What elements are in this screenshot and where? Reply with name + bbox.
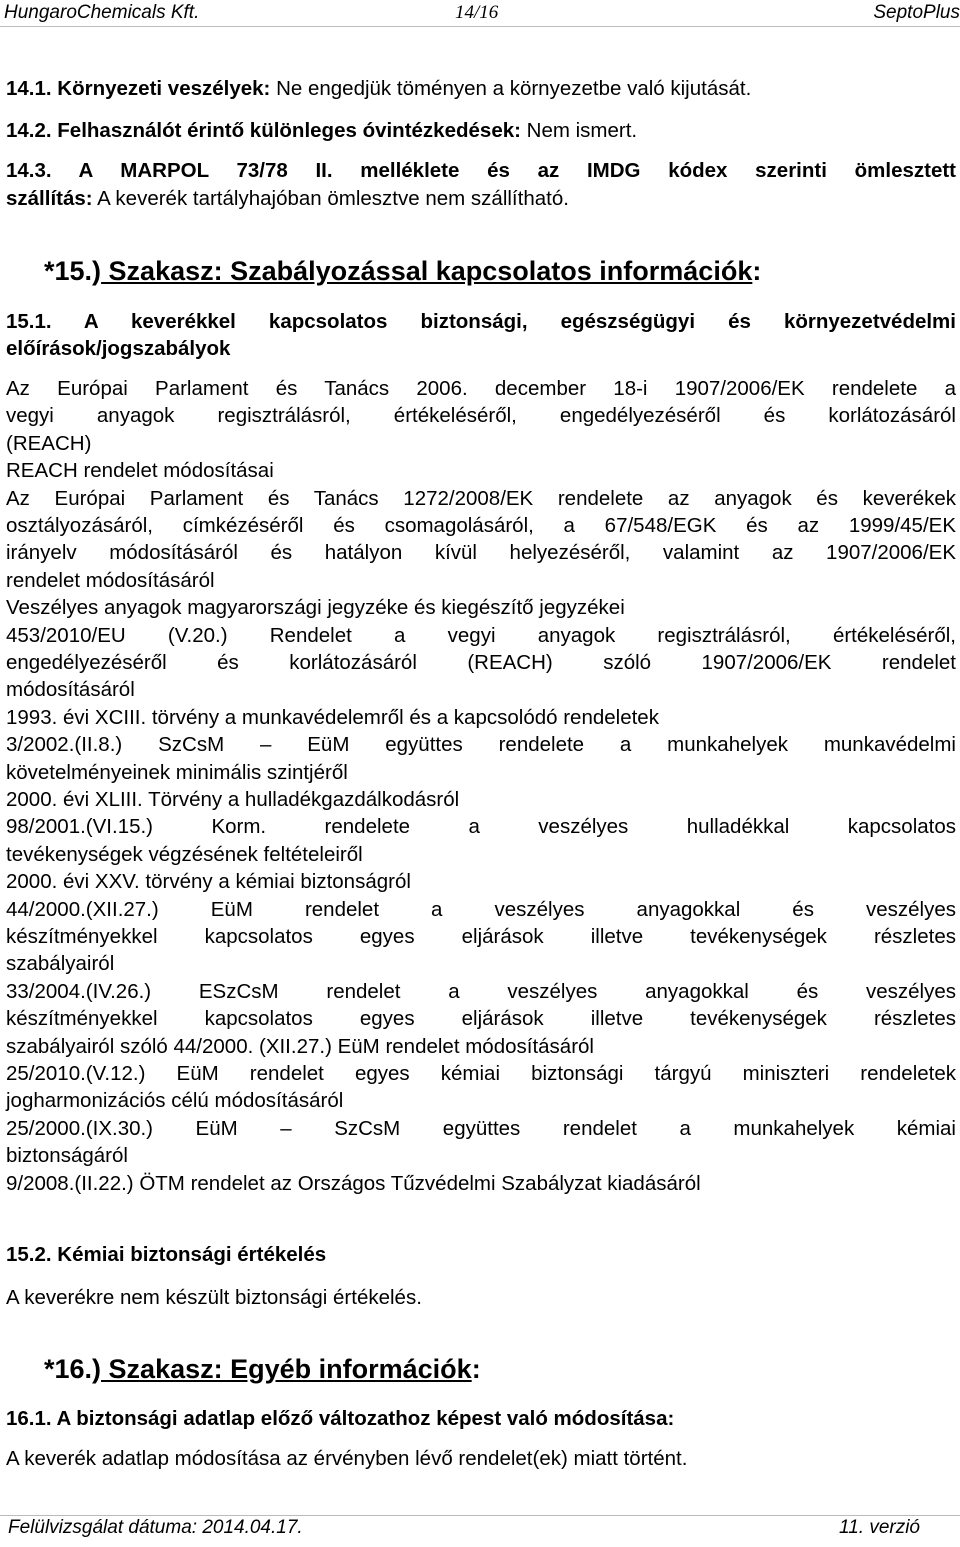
section-14-3-cont: szállítás: A keverék tartályhajóban ömlesztve nem szállítható.: [6, 187, 569, 210]
header-company: HungaroChemicals Kft.: [4, 2, 200, 23]
section-14-1: 14.1. Környezeti veszélyek: Ne engedjük töményen a környezetbe való kijutását.: [6, 77, 752, 100]
header-page-number: 14/16: [455, 2, 499, 23]
regulation-line: REACH rendelet módosításai: [6, 459, 274, 483]
header-divider: [0, 26, 960, 27]
regulation-line: vegyi anyagok regisztrálásról, értékeléséről, engedélyezéséről és korlátozásáról: [6, 404, 956, 428]
header-product: SeptoPlus: [873, 2, 960, 23]
section-16-1-heading: 16.1. A biztonsági adatlap előző változathoz képest való módosítása:: [6, 1407, 675, 1430]
regulation-line: követelményeinek minimális szintjéről: [6, 760, 348, 784]
regulation-line: jogharmonizációs célú módosításáról: [6, 1089, 344, 1113]
regulation-line: 3/2002.(II.8.) SzCsM – EüM együttes rendelete a munkahelyek munkavédelmi: [6, 733, 956, 757]
regulation-line: osztályozásáról, címkézéséről és csomagolásáról, a 67/548/EGK és az 1999/45/EK: [6, 514, 956, 537]
regulation-line: 9/2008.(II.22.) ÖTM rendelet az Országos Tűzvédelmi Szabályzat kiadásáról: [6, 1171, 701, 1195]
regulation-line: Az Európai Parlament és Tanács 2006. december 18-i 1907/2006/EK rendelete a: [6, 377, 956, 400]
section-16-title: *16.) Szakasz: Egyéb információk:: [44, 1354, 481, 1384]
regulation-line: Az Európai Parlament és Tanács 1272/2008/EK rendelete az anyagok és keverékek: [6, 486, 956, 510]
footer-divider: [0, 1515, 960, 1516]
regulation-line: készítményekkel kapcsolatos egyes eljárások illetve tevékenységek részletes: [6, 925, 956, 948]
regulation-line: 98/2001.(VI.15.) Korm. rendelete a veszélyes hulladékkal kapcsolatos: [6, 815, 956, 839]
regulation-line: 2000. évi XLIII. Törvény a hulladékgazdálkodásról: [6, 788, 460, 811]
regulation-line: 2000. évi XXV. törvény a kémiai biztonságról: [6, 870, 411, 894]
regulation-line: 25/2000.(IX.30.) EüM – SzCsM együttes rendelet a munkahelyek kémiai: [6, 1116, 956, 1140]
section-15-2-heading: 15.2. Kémiai biztonsági értékelés: [6, 1243, 327, 1266]
section-15-2-text: A keverékre nem készült biztonsági értékelés.: [6, 1286, 422, 1309]
section-15-1-heading-cont: előírások/jogszabályok: [6, 337, 231, 360]
section-14-3: 14.3. A MARPOL 73/78 II. melléklete és az IMDG kódex szerinti ömlesztett: [6, 159, 956, 182]
section-15-title: *15.) Szakasz: Szabályozással kapcsolatos információk:: [44, 256, 762, 286]
regulation-line: szabályairól: [6, 952, 115, 976]
regulation-line: tevékenységek végzésének feltételeiről: [6, 842, 363, 866]
regulation-line: 1993. évi XCIII. törvény a munkavédelemről és a kapcsolódó rendeletek: [6, 705, 659, 729]
regulation-line: Veszélyes anyagok magyarországi jegyzéke és kiegészítő jegyzékei: [6, 596, 625, 620]
regulation-line: (REACH): [6, 431, 92, 455]
footer-review-date: Felülvizsgálat dátuma: 2014.04.17.: [8, 1517, 303, 1538]
section-14-2: 14.2. Felhasználót érintő különleges óvintézkedések: Nem ismert.: [6, 119, 638, 142]
footer-version: 11. verzió: [839, 1517, 920, 1538]
regulation-line: engedélyezéséről és korlátozásáról (REACH) szóló 1907/2006/EK rendelet: [6, 651, 956, 674]
regulation-line: biztonságáról: [6, 1144, 128, 1168]
regulation-line: szabályairól szóló 44/2000. (XII.27.) EüM rendelet módosításáról: [6, 1034, 594, 1058]
regulation-line: 453/2010/EU (V.20.) Rendelet a vegyi anyagok regisztrálásról, értékeléséről,: [6, 623, 956, 647]
regulation-line: készítményekkel kapcsolatos egyes eljárások illetve tevékenységek részletes: [6, 1007, 956, 1031]
regulation-line: 33/2004.(IV.26.) ESzCsM rendelet a veszélyes anyagokkal és veszélyes: [6, 979, 956, 1003]
regulation-line: 25/2010.(V.12.) EüM rendelet egyes kémiai biztonsági tárgyú miniszteri rendeletek: [6, 1062, 956, 1085]
regulation-line: irányelv módosításáról és hatályon kívül helyezéséről, valamint az 1907/2006/EK: [6, 541, 956, 565]
regulation-line: 44/2000.(XII.27.) EüM rendelet a veszélyes anyagokkal és veszélyes: [6, 897, 956, 921]
section-15-1-heading: 15.1. A keverékkel kapcsolatos biztonsági, egészségügyi és környezetvédelmi: [6, 310, 956, 333]
section-16-1-text: A keverék adatlap módosítása az érvényben lévő rendelet(ek) miatt történt.: [6, 1447, 688, 1470]
regulation-line: rendelet módosításáról: [6, 568, 215, 592]
regulation-line: módosításáról: [6, 678, 135, 702]
